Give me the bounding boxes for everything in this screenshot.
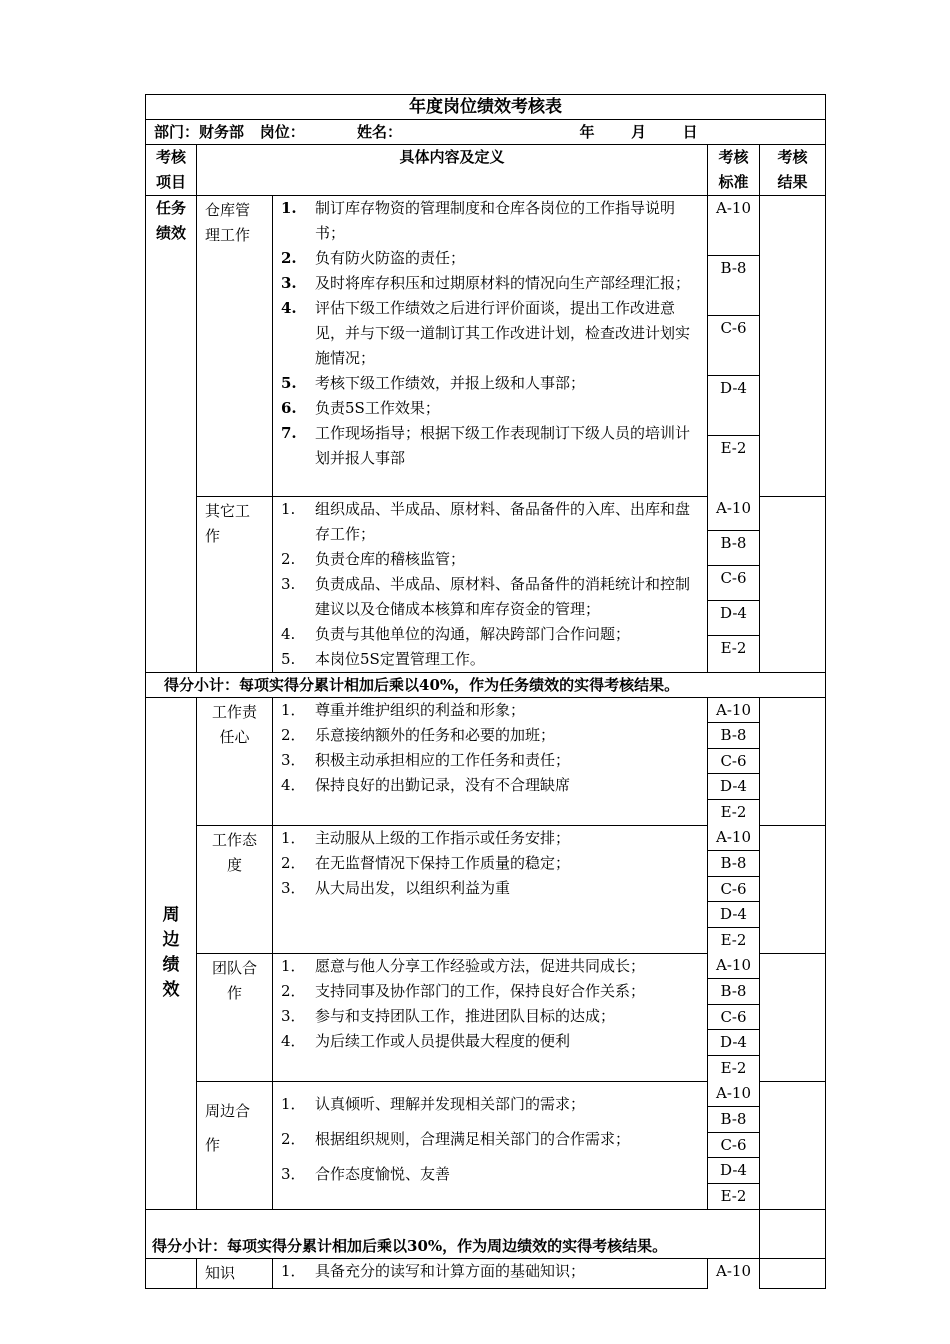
- year-label: 年: [579, 123, 595, 141]
- grade-cell: A-10: [708, 698, 759, 724]
- col-standard-header: 考核标准: [708, 145, 760, 196]
- section-items: [273, 1259, 708, 1289]
- grade-cell: D-4: [708, 1158, 759, 1184]
- appraisal-form: [145, 94, 825, 1289]
- col-item-header: 考核项目: [146, 145, 197, 196]
- result-cell[interactable]: [760, 953, 826, 1081]
- result-cell[interactable]: [760, 1210, 826, 1259]
- list-item: [279, 622, 701, 647]
- grade-cell: C-6: [708, 749, 759, 775]
- item-text: 保持良好的出勤记录，没有不合理缺席: [315, 775, 571, 794]
- list-item: [279, 497, 701, 547]
- item-number: 1．: [281, 1094, 306, 1113]
- result-cell[interactable]: [760, 825, 826, 953]
- form-title: 年度岗位绩效考核表: [146, 95, 826, 120]
- item-list: [273, 1259, 707, 1284]
- result-cell[interactable]: [760, 196, 826, 497]
- grade-cell: B-8: [708, 851, 759, 877]
- grade-cell: B-8: [708, 1107, 759, 1133]
- item-number: 2.: [281, 249, 297, 267]
- section-items: [273, 496, 708, 672]
- peripheral-category: [146, 697, 197, 1210]
- list-item: [279, 876, 701, 901]
- item-text: 积极主动承担相应的工作任务和责任；: [315, 750, 571, 769]
- item-number: 3．: [281, 1006, 306, 1025]
- dept-label: 部门：财务部: [154, 123, 245, 141]
- post-label: 岗位：: [259, 123, 305, 141]
- grade-stack: [708, 196, 760, 497]
- item-number: 6.: [281, 399, 297, 417]
- section-name: 知识: [197, 1259, 273, 1289]
- task-category: 任务绩效: [146, 196, 197, 673]
- list-item: [279, 296, 701, 371]
- list-item: [279, 1162, 701, 1187]
- item-number: 1.: [281, 499, 296, 518]
- item-number: 3.: [281, 574, 296, 593]
- task-subtotal: 得分小计：每项实得分累计相加后乘以40%，作为任务绩效的实得考核结果。: [146, 672, 826, 697]
- grade-cell: C-6: [708, 1133, 759, 1159]
- item-number: 2．: [281, 725, 306, 744]
- item-text: 负责仓库的稽核监管；: [315, 549, 466, 568]
- item-text: 及时将库存积压和过期原材料的情况向生产部经理汇报；: [315, 274, 691, 292]
- item-text: 为后续工作或人员提供最大程度的便利: [315, 1031, 571, 1050]
- result-cell[interactable]: [760, 1081, 826, 1209]
- item-number: 4.: [281, 299, 297, 317]
- grade-stack: [708, 953, 760, 1081]
- list-item: [279, 547, 701, 572]
- item-list: [273, 826, 707, 901]
- grade-cell: D-4: [708, 1030, 759, 1056]
- list-item: [279, 748, 701, 773]
- item-text: 根据组织规则，合理满足相关部门的合作需求；: [315, 1129, 631, 1148]
- list-item: [279, 246, 701, 271]
- item-text: 负责成品、半成品、原材料、备品备件的消耗统计和控制建议以及仓储成本核算和库存资金的管理；: [315, 574, 691, 618]
- grade-cell: C-6: [708, 566, 759, 601]
- item-text: 合作态度愉悦、友善: [315, 1164, 451, 1183]
- item-text: 认真倾听、理解并发现相关部门的需求；: [315, 1094, 586, 1113]
- day-label: 日: [682, 123, 698, 141]
- item-number: 3.: [281, 274, 297, 292]
- result-cell[interactable]: [760, 1259, 826, 1289]
- item-number: 5.: [281, 649, 296, 668]
- item-text: 尊重并维护组织的利益和形象；: [315, 700, 526, 719]
- grade-cell: E-2: [720, 1058, 747, 1077]
- item-text: 组织成品、半成品、原材料、备品备件的入库、出库和盘存工作；: [315, 499, 691, 543]
- item-number: 3．: [281, 878, 306, 897]
- item-text: 从大局出发，以组织利益为重: [315, 878, 511, 897]
- list-item: [279, 979, 701, 1004]
- item-list: [273, 698, 707, 798]
- section-name: 团队合作: [197, 953, 273, 1081]
- list-item: [279, 1127, 701, 1152]
- name-label: 姓名：: [356, 123, 402, 141]
- item-number: 4．: [281, 1031, 306, 1050]
- item-number: 2.: [281, 549, 296, 568]
- item-number: 1．: [281, 1262, 306, 1281]
- appraisal-table: [145, 94, 826, 1289]
- item-text: 负有防火防盗的责任；: [315, 249, 466, 267]
- item-text: 考核下级工作绩效，并报上级和人事部；: [315, 374, 586, 392]
- list-item: [279, 773, 701, 798]
- item-list: [273, 1082, 707, 1187]
- list-item: [279, 196, 701, 246]
- grade-cell: A-10: [708, 1081, 759, 1107]
- item-list: [273, 196, 707, 471]
- section-name: 工作态度: [197, 825, 273, 953]
- grade-cell: A-10: [708, 196, 759, 256]
- grade-cell: A-10: [708, 496, 759, 531]
- grade-cell: A-10: [708, 825, 759, 851]
- item-text: 制订库存物资的管理制度和仓库各岗位的工作指导说明书；: [315, 199, 676, 242]
- grade-cell: D-4: [708, 601, 759, 636]
- list-item: [279, 851, 701, 876]
- item-text: 负责5S工作效果；: [315, 399, 440, 417]
- grade-cell: C-6: [708, 1005, 759, 1031]
- grade-stack: [708, 1259, 760, 1289]
- list-item: [279, 826, 701, 851]
- result-cell[interactable]: [760, 697, 826, 825]
- grade-cell: C-6: [708, 316, 759, 376]
- item-number: 1．: [281, 700, 306, 719]
- list-item: [279, 1259, 701, 1284]
- item-number: 3．: [281, 750, 306, 769]
- item-text: 本岗位5S定置管理工作。: [315, 649, 485, 668]
- grade-stack: [708, 697, 760, 825]
- grade-cell: E-2: [720, 639, 747, 657]
- grade-stack: [708, 496, 760, 672]
- result-cell[interactable]: [760, 496, 826, 672]
- list-item: [279, 1029, 701, 1054]
- grade-cell: B-8: [708, 531, 759, 566]
- list-item: [279, 954, 701, 979]
- item-number: 7.: [281, 424, 297, 442]
- list-item: [279, 647, 701, 672]
- grade-cell: B-8: [708, 723, 759, 749]
- grade-cell: E-2: [720, 1186, 747, 1205]
- list-item: [279, 396, 701, 421]
- list-item: [279, 1004, 701, 1029]
- section-name: 仓库管理工作: [197, 196, 273, 497]
- form-header-line: [146, 120, 826, 145]
- item-list: [273, 954, 707, 1054]
- month-label: 月: [631, 123, 647, 141]
- section-name: 其它工作: [197, 496, 273, 672]
- item-text: 愿意与他人分享工作经验或方法，促进共同成长；: [315, 956, 646, 975]
- item-list: [273, 497, 707, 672]
- item-text: 参与和支持团队工作，推进团队目标的达成；: [315, 1006, 616, 1025]
- list-item: [279, 1092, 701, 1117]
- item-number: 5.: [281, 374, 297, 392]
- grade-cell: E-2: [720, 439, 747, 457]
- grade-cell: B-8: [708, 979, 759, 1005]
- list-item: [279, 572, 701, 622]
- ability-category: [146, 1259, 197, 1289]
- grade-cell: C-6: [708, 877, 759, 903]
- col-result-header: 考核结果: [760, 145, 826, 196]
- grade-stack: [708, 825, 760, 953]
- list-item: [279, 421, 701, 471]
- grade-stack: [708, 1081, 760, 1209]
- grade-cell: E-2: [720, 802, 747, 821]
- list-item: [279, 723, 701, 748]
- item-text: 工作现场指导；根据下级工作表现制订下级人员的培训计划并报人事部: [315, 424, 691, 467]
- grade-cell: D-4: [708, 902, 759, 928]
- section-items: [273, 196, 708, 497]
- grade-cell: E-2: [720, 930, 747, 949]
- item-text: 具备充分的读写和计算方面的基础知识；: [315, 1262, 586, 1281]
- item-number: 2．: [281, 981, 306, 1000]
- grade-cell: B-8: [708, 256, 759, 316]
- item-text: 在无监督情况下保持工作质量的稳定；: [315, 853, 571, 872]
- grade-cell: D-4: [708, 376, 759, 436]
- item-text: 负责与其他单位的沟通，解决跨部门合作问题；: [315, 624, 631, 643]
- list-item: [279, 271, 701, 296]
- item-number: 1．: [281, 956, 306, 975]
- grade-cell: D-4: [708, 774, 759, 800]
- grade-cell: A-10: [708, 953, 759, 979]
- section-items: [273, 953, 708, 1081]
- section-items: [273, 1081, 708, 1209]
- item-number: 2．: [281, 1129, 306, 1148]
- item-number: 4．: [281, 775, 306, 794]
- peripheral-subtotal: 得分小计：每项实得分累计相加后乘以30%，作为周边绩效的实得考核结果。: [146, 1210, 760, 1259]
- item-number: 3．: [281, 1164, 306, 1183]
- item-text: 主动服从上级的工作指示或任务安排；: [315, 828, 571, 847]
- col-content-header: 具体内容及定义: [197, 145, 708, 196]
- item-number: 4.: [281, 624, 296, 643]
- item-number: 2．: [281, 853, 306, 872]
- list-item: [279, 371, 701, 396]
- item-text: 评估下级工作绩效之后进行评价面谈，提出工作改进意见，并与下级一道制订其工作改进计划，检查改进计划实施情况；: [315, 299, 691, 367]
- section-items: [273, 697, 708, 825]
- section-name: 工作责任心: [197, 697, 273, 825]
- item-text: 支持同事及协作部门的工作，保持良好合作关系；: [315, 981, 646, 1000]
- grade-cell: A-10: [716, 1262, 751, 1281]
- item-number: 1．: [281, 828, 306, 847]
- item-text: 乐意接纳额外的任务和必要的加班；: [315, 725, 556, 744]
- peripheral-category-text: 周边绩效: [162, 905, 180, 1001]
- section-name: 周边合作: [197, 1081, 273, 1209]
- section-items: [273, 825, 708, 953]
- item-number: 1.: [281, 199, 297, 217]
- list-item: [279, 698, 701, 723]
